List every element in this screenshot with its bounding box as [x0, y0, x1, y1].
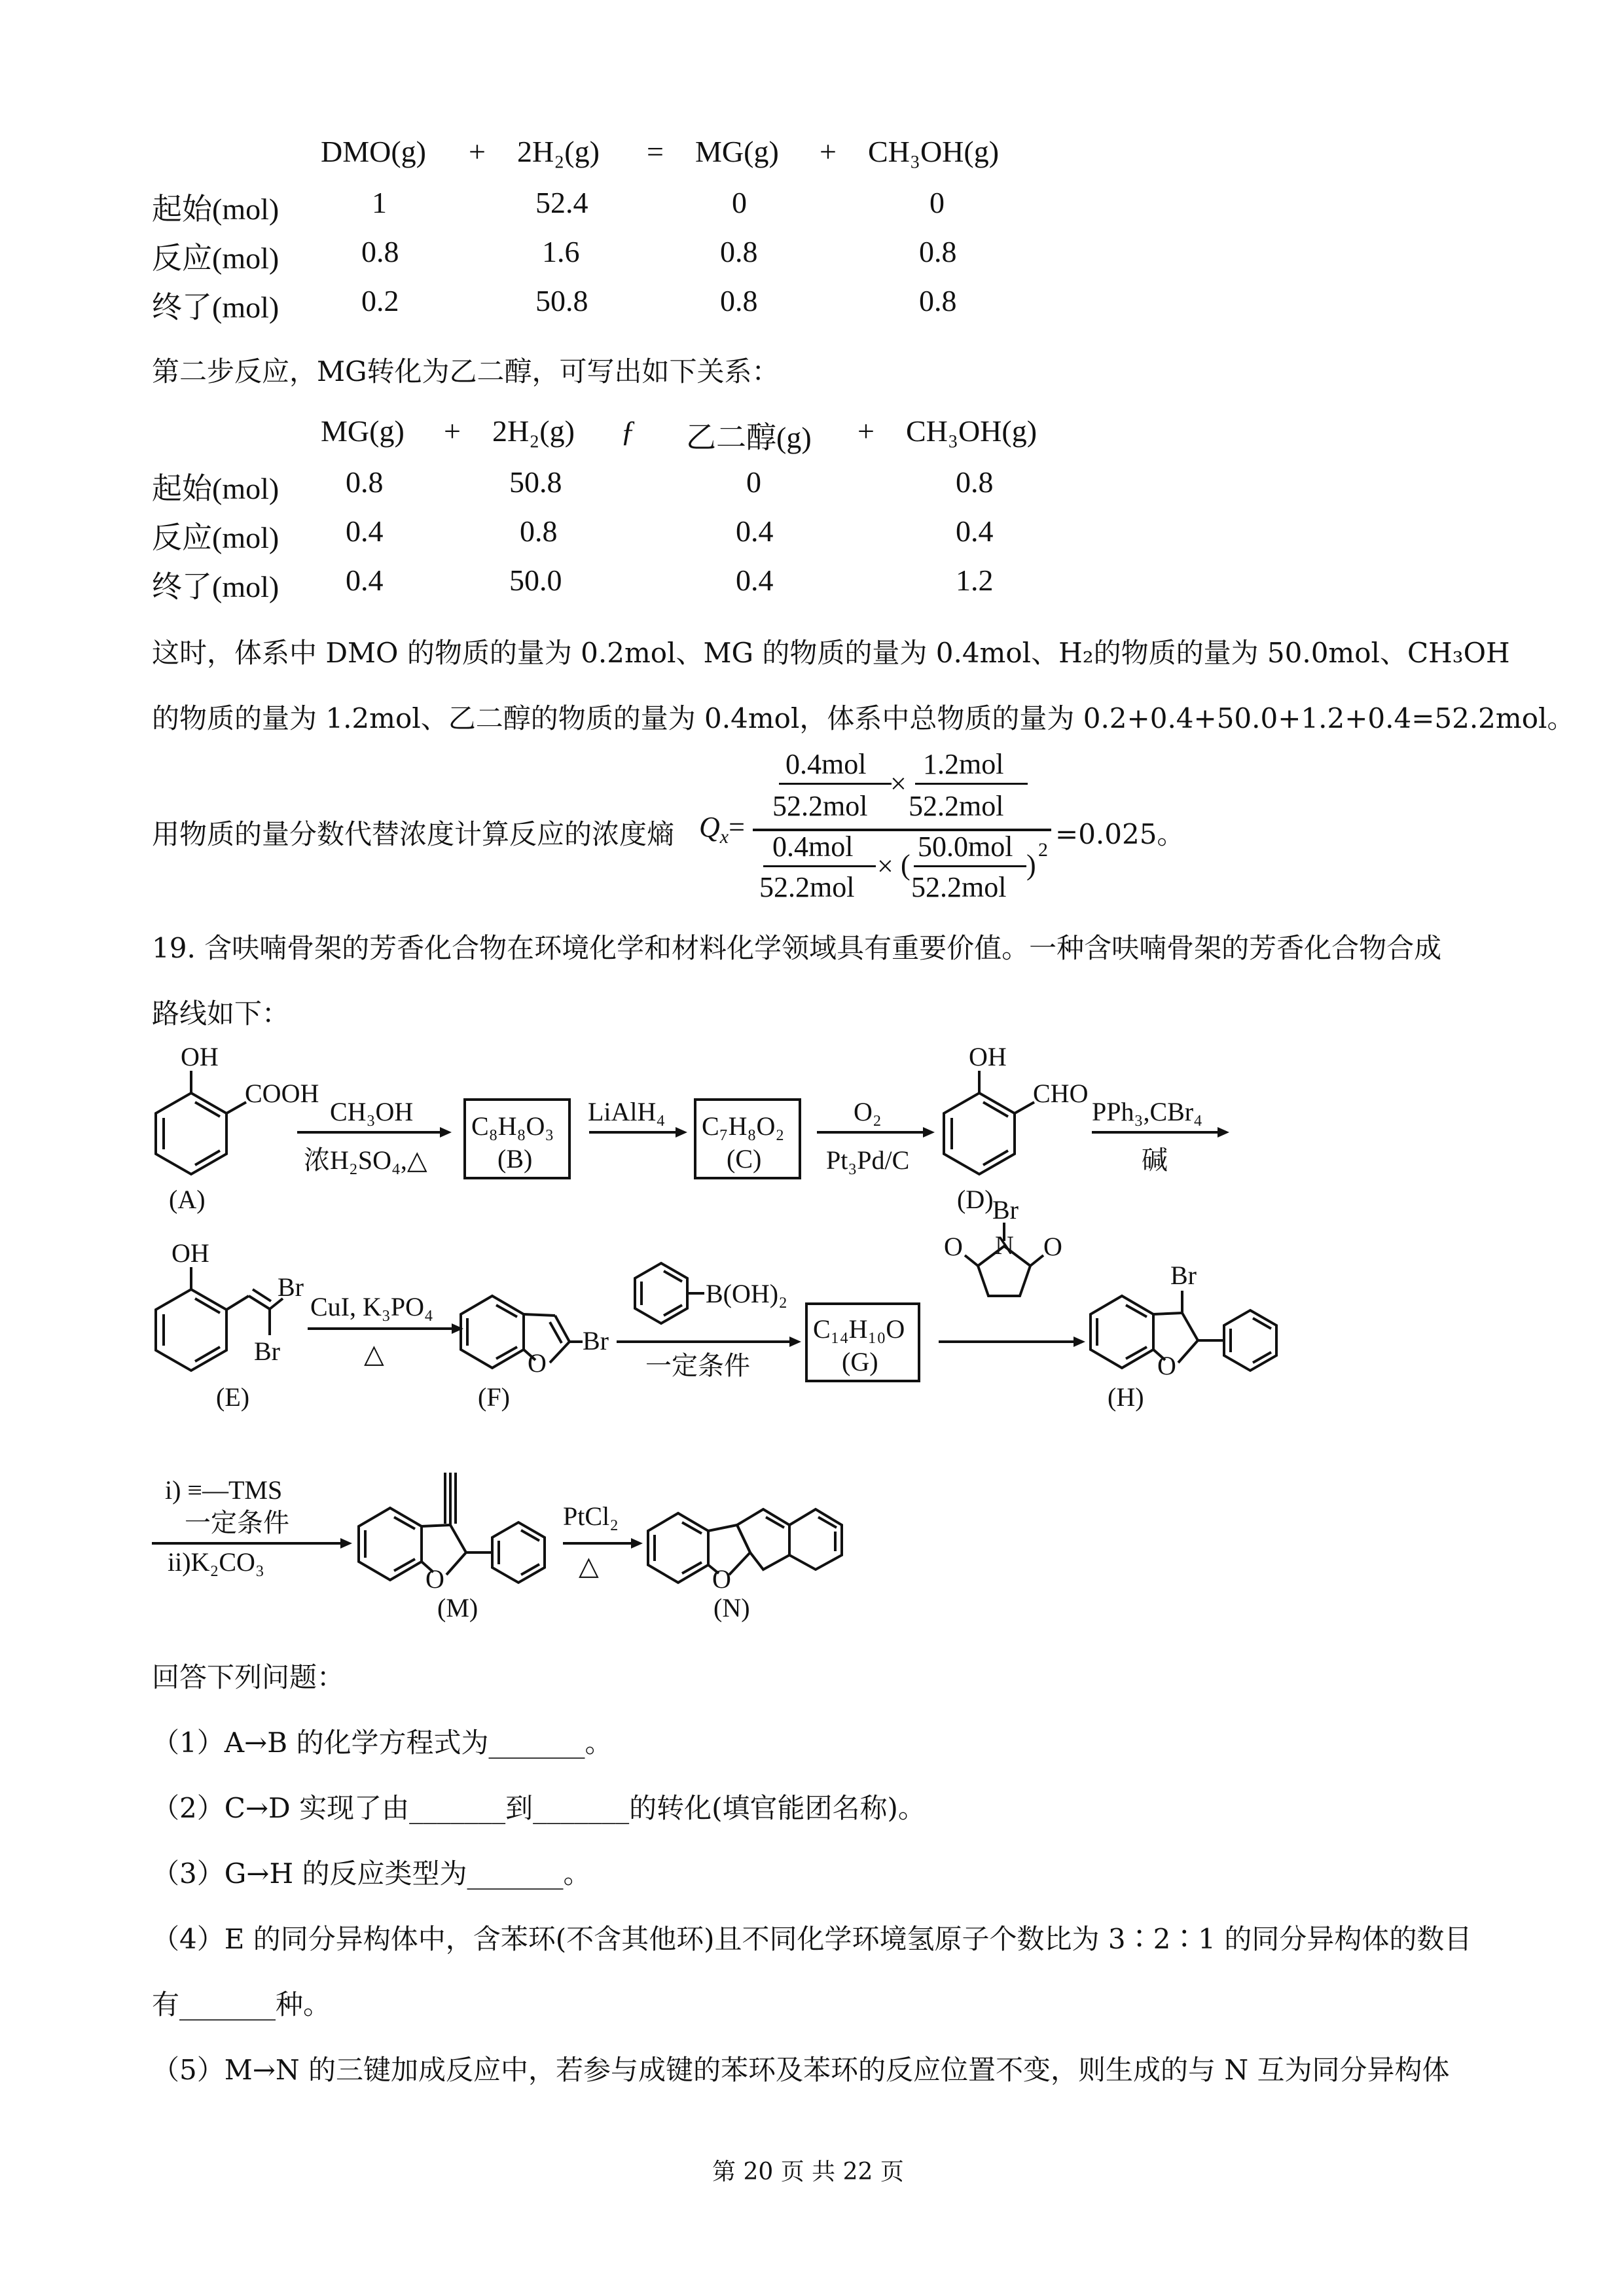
cell: 0.4 — [736, 564, 774, 597]
header-cell: DMO(g) — [321, 135, 426, 168]
question-4-line2: 有_______种。 — [152, 1988, 331, 2020]
step2-intro: 第二步反应，MG转化为乙二醇，可写出如下关系： — [152, 355, 780, 387]
m-label: (M) — [437, 1593, 478, 1623]
r2-top: LiAlH₄ — [588, 1097, 666, 1126]
header-cell: 2H₂(g) — [492, 414, 575, 448]
compound-f-structure — [461, 1296, 583, 1368]
a-label: (A) — [169, 1185, 206, 1214]
frac-top: 0.4mol — [785, 748, 867, 780]
r8-bottom: △ — [579, 1551, 599, 1581]
question-2: （2）C→D 实现了由_______到_______的转化(填官能团名称)。 — [152, 1792, 926, 1824]
cell: 0.8 — [720, 284, 758, 317]
h-o: O — [1157, 1351, 1176, 1380]
c-label: (C) — [727, 1144, 762, 1174]
frac-bar — [915, 783, 1028, 785]
header-cell: CH₃OH(g) — [906, 414, 1038, 448]
e-label: (E) — [216, 1382, 250, 1412]
frac-top: 0.4mol — [772, 831, 854, 863]
header-cell: 2H₂(g) — [517, 135, 600, 168]
cell: 0.4 — [346, 514, 384, 548]
question-3: （3）G→H 的反应类型为_______。 — [152, 1857, 591, 1890]
g-label: (G) — [842, 1347, 878, 1376]
r6-top: B(OH)₂ — [706, 1279, 788, 1308]
compound-n-structure — [648, 1509, 842, 1583]
times-sign: × — [877, 850, 893, 882]
frac-bottom: 52.2mol — [759, 871, 855, 903]
qx-symbol — [699, 810, 745, 848]
question-1: （1）A→B 的化学方程式为_______。 — [152, 1727, 613, 1759]
cell: 0.4 — [956, 514, 994, 548]
cell: 0.4 — [736, 514, 774, 548]
frac-top: 1.2mol — [923, 748, 1004, 780]
a-cooh: COOH — [245, 1079, 319, 1108]
cell: 0 — [746, 465, 761, 499]
nbs-br: Br — [992, 1195, 1019, 1225]
table-row — [0, 234, 1624, 274]
header-cell: = — [647, 135, 664, 168]
cell: 1.2 — [956, 564, 994, 597]
e-br1: Br — [278, 1272, 304, 1302]
cell: 1.6 — [542, 235, 580, 268]
table-row — [0, 283, 1624, 323]
h-label: (H) — [1108, 1382, 1144, 1412]
f-o: O — [528, 1348, 547, 1378]
n-o: O — [712, 1564, 731, 1594]
e-oh: OH — [171, 1238, 209, 1268]
times-sign: × — [890, 768, 907, 800]
f-label: (F) — [478, 1382, 510, 1412]
row-label: 终了(mol) — [152, 570, 280, 603]
r7-top: i) ≡—TMS — [165, 1475, 283, 1505]
paragraph-line: 这时，体系中 DMO 的物质的量为 0.2mol、MG 的物质的量为 0.4mol、H₂的物质的量为 50.0mol、CH₃OH — [152, 637, 1510, 669]
qx-sub: x — [719, 825, 729, 848]
header-cell: ƒ — [621, 414, 636, 448]
r5-top: CuI, K₃PO₄ — [310, 1292, 433, 1321]
cell: 0 — [732, 186, 747, 219]
header-cell: + — [857, 414, 875, 448]
row-label: 终了(mol) — [152, 291, 280, 324]
header-cell: + — [444, 414, 461, 448]
cell: 0.8 — [720, 235, 758, 268]
cell: 50.0 — [509, 564, 562, 597]
d-oh: OH — [969, 1047, 1007, 1071]
cell: 52.4 — [535, 186, 588, 219]
table-row — [0, 185, 1624, 224]
compound-h-structure — [1091, 1291, 1276, 1371]
compound-m-structure — [359, 1473, 545, 1583]
cell: 0.8 — [956, 465, 994, 499]
r6-bottom: 一定条件 — [645, 1351, 750, 1380]
r7-middle: 一定条件 — [185, 1508, 289, 1537]
row-label: 起始(mol) — [152, 472, 280, 505]
page-footer: 第 20 页 共 22 页 — [712, 2159, 904, 2185]
a-oh: OH — [181, 1047, 219, 1071]
d-label: (D) — [957, 1185, 994, 1214]
paren: ( — [901, 849, 911, 881]
cell: 0.8 — [361, 235, 399, 268]
table1-header — [0, 134, 1624, 173]
header-cell: CH₃OH(g) — [868, 135, 1000, 168]
n-label: (N) — [713, 1593, 750, 1623]
cell: 0.8 — [346, 465, 384, 499]
r4-bottom: 碱 — [1142, 1145, 1168, 1175]
row-label: 反应(mol) — [152, 521, 280, 554]
g-formula: C₁₄H₁₀O — [813, 1314, 905, 1344]
nbs-o2: O — [1043, 1232, 1062, 1261]
cell: 0 — [929, 186, 945, 219]
table-row — [0, 563, 1624, 602]
header-cell: 乙二醇(g) — [686, 421, 812, 454]
table-row — [0, 465, 1624, 504]
paragraph-line: 的物质的量为 1.2mol、乙二醇的物质的量为 0.4mol，体系中总物质的量为 0.2+0.4+50.0+1.2+0.4=52.2mol。 — [152, 702, 1575, 734]
r8-top: PtCl₂ — [563, 1501, 619, 1531]
qx-eq: = — [729, 811, 745, 843]
m-o: O — [425, 1564, 444, 1594]
power: 2 — [1038, 839, 1048, 861]
table-row — [0, 514, 1624, 553]
cell: 0.4 — [346, 564, 384, 597]
f-br: Br — [583, 1326, 609, 1355]
cell: 1 — [372, 186, 387, 219]
qx-q: Q — [699, 811, 720, 843]
cell: 50.8 — [535, 284, 588, 317]
frac-bar — [763, 865, 876, 867]
synthesis-scheme — [0, 1047, 1624, 1636]
r1-top: CH₃OH — [330, 1097, 414, 1126]
h-br: Br — [1170, 1261, 1197, 1290]
qx-prefix: 用物质的量分数代替浓度计算反应的浓度熵 — [152, 818, 675, 850]
r5-bottom: △ — [364, 1339, 384, 1369]
d-cho: CHO — [1033, 1079, 1089, 1108]
cell: 0.8 — [919, 284, 957, 317]
b-formula: C₈H₈O₃ — [471, 1111, 554, 1141]
compound-a-structure — [156, 1071, 246, 1174]
frac-bar — [914, 865, 1026, 867]
cell: 0.2 — [361, 284, 399, 317]
r3-bottom: Pt₃Pd/C — [826, 1145, 910, 1175]
frac-bar — [779, 783, 892, 785]
r7-bottom: ii)K₂CO₃ — [168, 1547, 264, 1577]
header-cell: MG(g) — [321, 414, 405, 448]
header-cell: MG(g) — [695, 135, 779, 168]
c-formula: C₇H₈O₂ — [702, 1111, 785, 1141]
phenylboronic-acid-structure — [635, 1263, 704, 1323]
nbs-o1: O — [944, 1232, 963, 1261]
compound-d-structure — [944, 1071, 1034, 1174]
q19-line1: 19. 含呋喃骨架的芳香化合物在环境化学和材料化学领域具有重要价值。一种含呋喃骨架的芳香化合物合成 — [152, 932, 1442, 964]
cell: 0.8 — [520, 514, 558, 548]
row-label: 反应(mol) — [152, 242, 280, 275]
question-5: （5）M→N 的三键加成反应中，若参与成键的苯环及苯环的反应位置不变，则生成的与 N 互为同分异构体 — [152, 2054, 1450, 2086]
r4-top: PPh₃,CBr₄ — [1092, 1097, 1203, 1126]
header-cell: + — [820, 135, 837, 168]
q19-line2: 路线如下： — [152, 997, 290, 1030]
qx-result: =0.025。 — [1055, 818, 1185, 850]
frac-bottom: 52.2mol — [911, 871, 1007, 903]
cell: 0.8 — [919, 235, 957, 268]
table2-header — [0, 414, 1624, 453]
r3-top: O₂ — [854, 1097, 882, 1126]
r1-bottom: 浓H₂SO₄,△ — [304, 1145, 427, 1175]
e-br2: Br — [254, 1336, 280, 1366]
cell: 50.8 — [509, 465, 562, 499]
frac-top: 50.0mol — [918, 831, 1013, 863]
header-cell: + — [469, 135, 486, 168]
frac-bottom: 52.2mol — [772, 790, 868, 822]
paren: ) — [1026, 849, 1036, 881]
row-label: 起始(mol) — [152, 192, 280, 226]
b-label: (B) — [497, 1144, 533, 1174]
frac-bottom: 52.2mol — [909, 790, 1004, 822]
nbs-n: N — [995, 1230, 1014, 1260]
question-4-line1: （4）E 的同分异构体中，含苯环(不含其他环)且不同化学环境氢原子个数比为 3∶2∶1 的同分异构体的数目 — [152, 1923, 1472, 1955]
answer-intro: 回答下列问题： — [152, 1661, 345, 1693]
